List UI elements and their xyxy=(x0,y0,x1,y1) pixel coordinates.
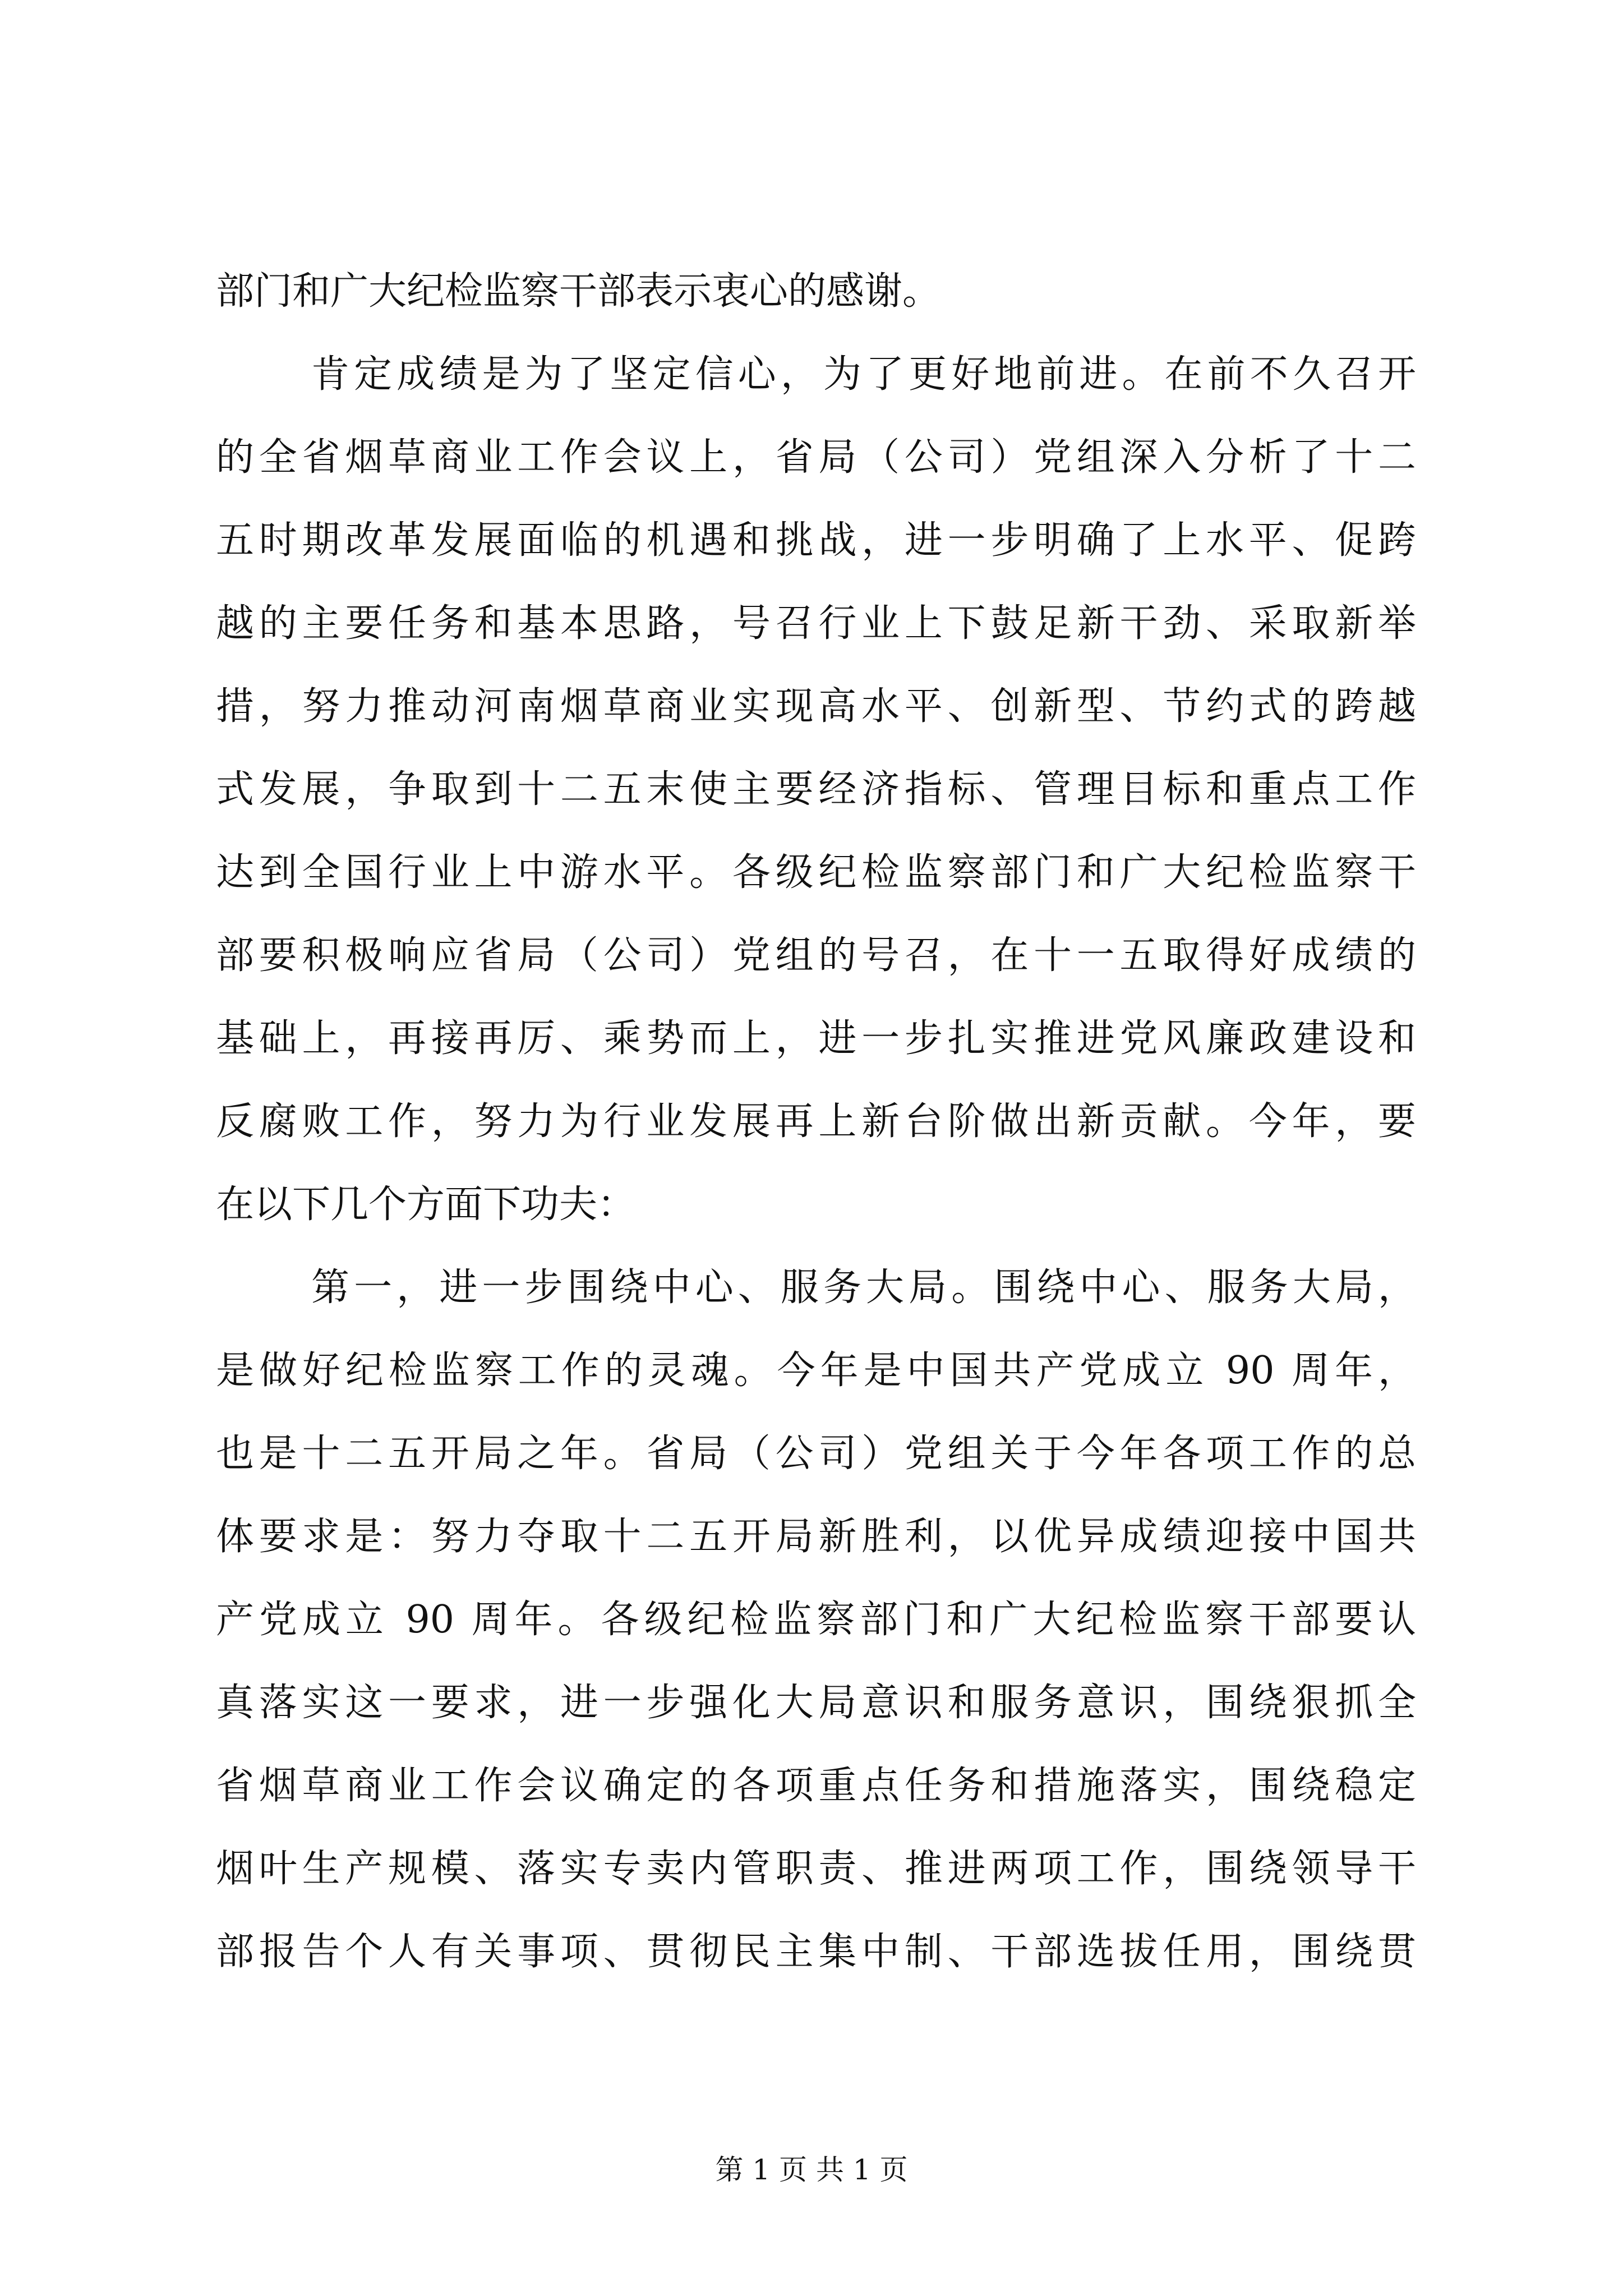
text-line: 的全省烟草商业工作会议上，省局（公司）党组深入分析了十二 xyxy=(216,435,1416,480)
text-line: 第一，进一步围绕中心、服务大局。围绕中心、服务大局， xyxy=(311,1266,1416,1310)
text-line: 体要求是：努力夺取十二五开局新胜利，以优异成绩迎接中国共 xyxy=(216,1515,1416,1559)
text-line: 反腐败工作，努力为行业发展再上新台阶做出新贡献。今年，要 xyxy=(216,1099,1416,1144)
text-line: 式发展，争取到十二五末使主要经济指标、管理目标和重点工作 xyxy=(216,767,1416,812)
text-line: 措，努力推动河南烟草商业实现高水平、创新型、节约式的跨越 xyxy=(216,684,1416,729)
text-line: 肯定成绩是为了坚定信心，为了更好地前进。在前不久召开 xyxy=(311,352,1416,397)
text-line: 基础上，再接再厉、乘势而上，进一步扎实推进党风廉政建设和 xyxy=(216,1016,1416,1061)
text-line: 烟叶生产规模、落实专卖内管职责、推进两项工作，围绕领导干 xyxy=(216,1847,1416,1891)
text-line: 真落实这一要求，进一步强化大局意识和服务意识，围绕狠抓全 xyxy=(216,1681,1416,1725)
text-line: 省烟草商业工作会议确定的各项重点任务和措施落实，围绕稳定 xyxy=(216,1764,1416,1808)
text-line: 部门和广大纪检监察干部表示衷心的感谢。 xyxy=(216,269,941,314)
text-line: 在以下几个方面下功夫： xyxy=(216,1182,636,1227)
text-line: 五时期改革发展面临的机遇和挑战，进一步明确了上水平、促跨 xyxy=(216,518,1416,563)
text-line: 也是十二五开局之年。省局（公司）党组关于今年各项工作的总 xyxy=(216,1432,1416,1476)
page-number-label: 第 1 页 共 1 页 xyxy=(715,2154,908,2186)
text-line: 部要积极响应省局（公司）党组的号召，在十一五取得好成绩的 xyxy=(216,933,1416,978)
text-line: 达到全国行业上中游水平。各级纪检监察部门和广大纪检监察干 xyxy=(216,850,1416,895)
document-body xyxy=(216,250,1416,1994)
text-line: 越的主要任务和基本思路，号召行业上下鼓足新干劲、采取新举 xyxy=(216,601,1416,646)
text-line: 是做好纪检监察工作的灵魂。今年是中国共产党成立 90 周年， xyxy=(216,1349,1416,1393)
text-line: 部报告个人有关事项、贯彻民主集中制、干部选拔任用，围绕贯 xyxy=(216,1930,1416,1974)
text-line: 产党成立 90 周年。各级纪检监察部门和广大纪检监察干部要认 xyxy=(216,1598,1416,1642)
page-footer xyxy=(0,2153,1623,2187)
